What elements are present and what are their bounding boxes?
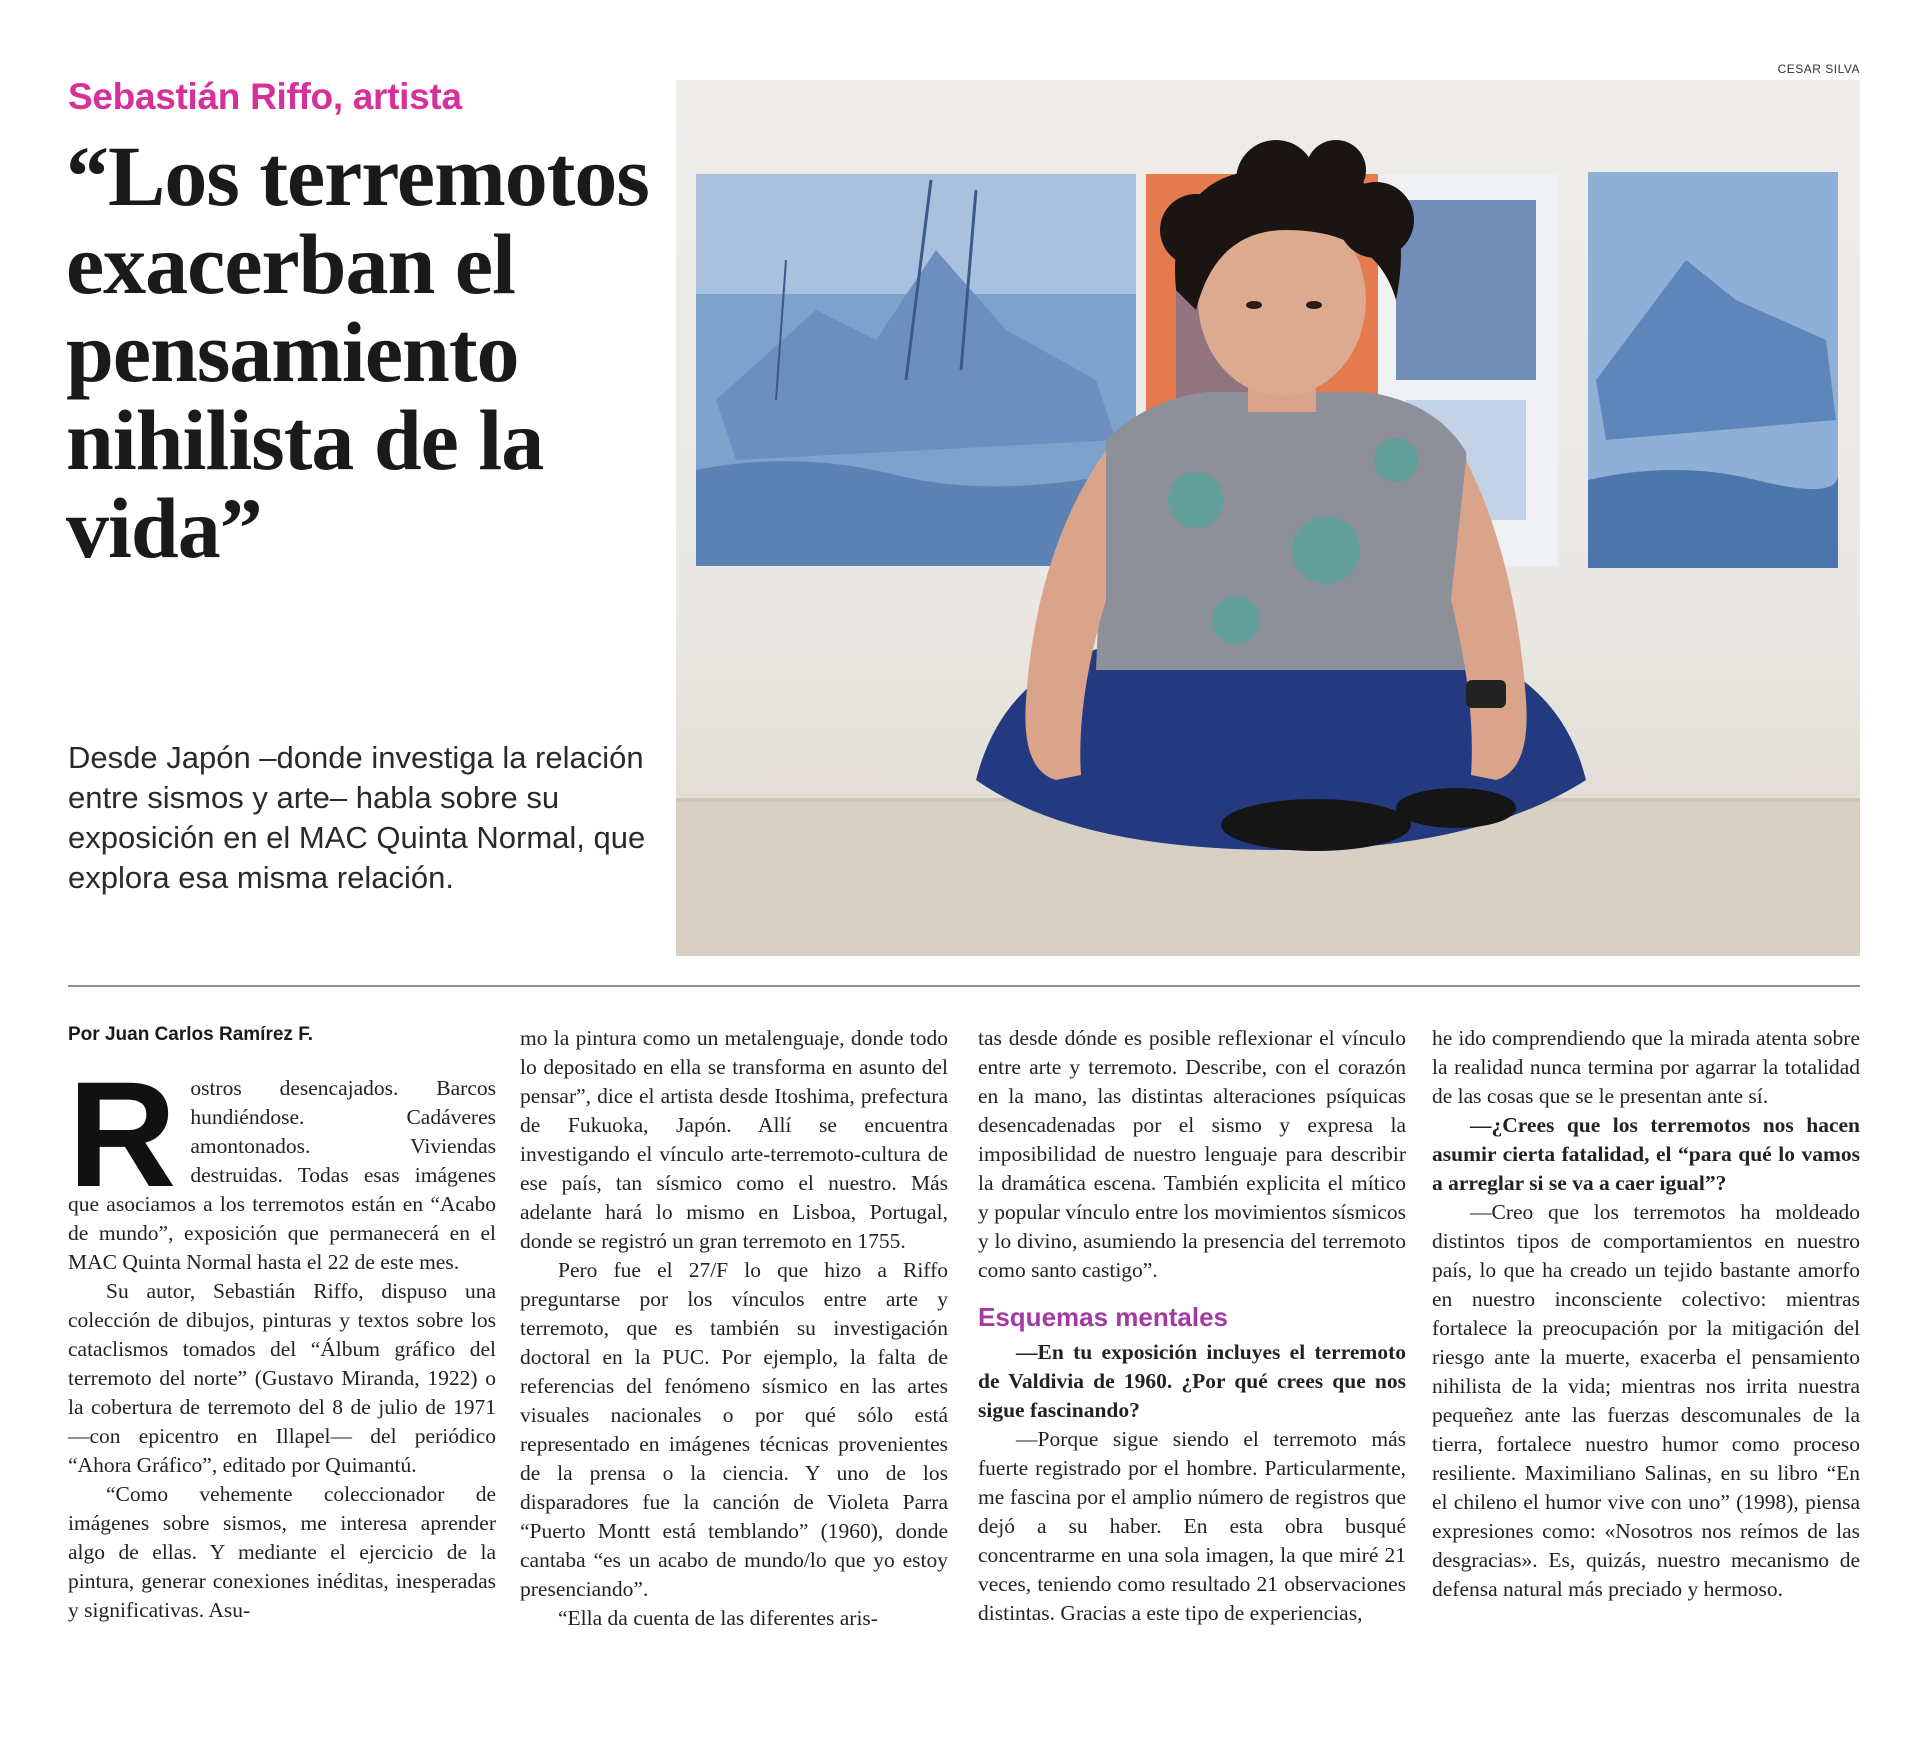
subhead: Esquemas mentales <box>978 1302 1229 1332</box>
body-paragraph: tas desde dónde es posible reflexionar el vínculo entre arte y terremoto. Describe, con el corazón en la mano, las distintas alteraciones psíquicas desencadenadas por el sismo y expresa la imposibilidad de nuestro lenguaje para describir la dramática escena. También explicita el mítico y popular vínculo entre los movimientos sísmicos y lo divino, asumiendo la presencia del terremoto como santo castigo”. <box>978 1026 1406 1282</box>
painting-right <box>1588 172 1838 568</box>
section-rule <box>68 985 1860 987</box>
interview-question: —¿Crees que los terremotos nos hacen asumir cierta fatalidad, el “para qué lo vamos a arreglar si se va a caer igual”? <box>1432 1113 1860 1195</box>
interview-question: —En tu exposición incluyes el terremoto de Valdivia de 1960. ¿Por qué crees que nos sigue fascinando? <box>978 1340 1406 1422</box>
photo-credit: CESAR SILVA <box>1777 62 1860 76</box>
body-column-3 <box>978 1024 1406 1628</box>
interview-answer: —Porque sigue siendo el terremoto más fuerte registrado por el hombre. Particularmente, me fascina por el amplio número de registros que dejó a su haber. En esta obra busqué concentrarme en una sola imagen, la que miré 21 veces, teniendo como resultado 21 observaciones distintas. Gracias a este tipo de experiencias, <box>978 1427 1406 1625</box>
body-paragraph: “Como vehemente coleccionador de imágenes sobre sismos, me interesa aprender algo de ellas. Y mediante el ejercicio de la pintura, generar conexiones inéditas, inesperadas y significativas. Asu- <box>68 1482 496 1622</box>
body-column-1 <box>68 1050 496 1625</box>
body-paragraph: mo la pintura como un metalenguaje, donde todo lo depositado en ella se transforma en asunto del pensar”, dice el artista desde Itoshima, prefectura de Fukuoka, Japón. Allí se encuentra investigando el vínculo arte-terremoto-cultura de ese país, tan sísmico como el nuestro. Más adelante hará lo mismo en Lisboa, Portugal, donde se registró un gran terremoto en 1755. <box>520 1026 948 1253</box>
artist-photo-illustration <box>676 80 1860 956</box>
body-paragraph: “Ella da cuenta de las diferentes aris- <box>558 1606 878 1630</box>
article-deck: Desde Japón –donde investiga la relación entre sismos y arte– habla sobre su exposición en el MAC Quinta Normal, que explora esa misma relación. <box>68 740 646 895</box>
body-paragraph: Pero fue el 27/F lo que hizo a Riffo preguntarse por los vínculos entre arte y terremoto, que es también su investigación doctoral en la PUC. Por ejemplo, la falta de referencias del fenómeno sísmico en las artes visuales nacionales o por qué sólo está representado en imágenes técnicas provenientes de la prensa o la ciencia. Y uno de los disparadores fue la canción de Violeta Parra “Puerto Montt está temblando” (1960), donde cantaba “es un acabo de mundo/lo que yo estoy presenciando”. <box>520 1258 948 1601</box>
body-paragraph: Su autor, Sebastián Riffo, dispuso una colección de dibujos, pinturas y textos sobre los cataclismos tomados del “Álbum gráfico del terremoto del norte” (Gustavo Miranda, 1922) o la cobertura de terremoto del 8 de julio de 1971 —con epicentro en Illapel— del periódico “Ahora Gráfico”, editado por Quimantú. <box>68 1279 496 1477</box>
byline: Por Juan Carlos Ramírez F. <box>68 1024 313 1045</box>
body-paragraph: ostros desencajados. Barcos hundiéndose. Cadáveres amontonados. Viviendas destruidas. Todas esas imágenes que asociamos a los terremotos están en “Acabo de mundo”, exposición que permanecerá en el MAC Quinta Normal hasta el 22 de este mes. <box>68 1076 496 1274</box>
article-kicker: Sebastián Riffo, artista <box>68 76 462 117</box>
article-headline: “Los terremotos exacerban el pensamiento nihilista de la vida” <box>66 128 649 576</box>
painting-left <box>696 174 1136 566</box>
body-column-4 <box>1432 1024 1860 1604</box>
body-column-2 <box>520 1024 948 1633</box>
body-paragraph: he ido comprendiendo que la mirada atenta sobre la realidad nunca termina por agarrar la totalidad de las cosas que se le presentan ante sí. <box>1432 1026 1860 1108</box>
interview-answer: —Creo que los terremotos ha moldeado distintos tipos de comportamientos en nuestro país, lo que ha creado un tejido bastante amorfo en nuestro inconsciente colectivo: mientras fortalece la preocupación por la mitigación del riesgo ante la muerte, exacerba el pensamiento nihilista de la vida; mientras nos irrita nuestra pequeñez ante las fuerzas descomunales de la tierra, fortalece nuestro humor como proceso resiliente. Maximiliano Salinas, en su libro “En el chileno el humor vive con uno” (1998), piensa expresiones como: «Nosotros nos reímos de las desgracias». Es, quizás, nuestro mecanismo de defensa natural más preciado y hermoso. <box>1432 1200 1860 1601</box>
artist-photo <box>676 80 1860 956</box>
dropcap: R <box>68 1050 177 1218</box>
